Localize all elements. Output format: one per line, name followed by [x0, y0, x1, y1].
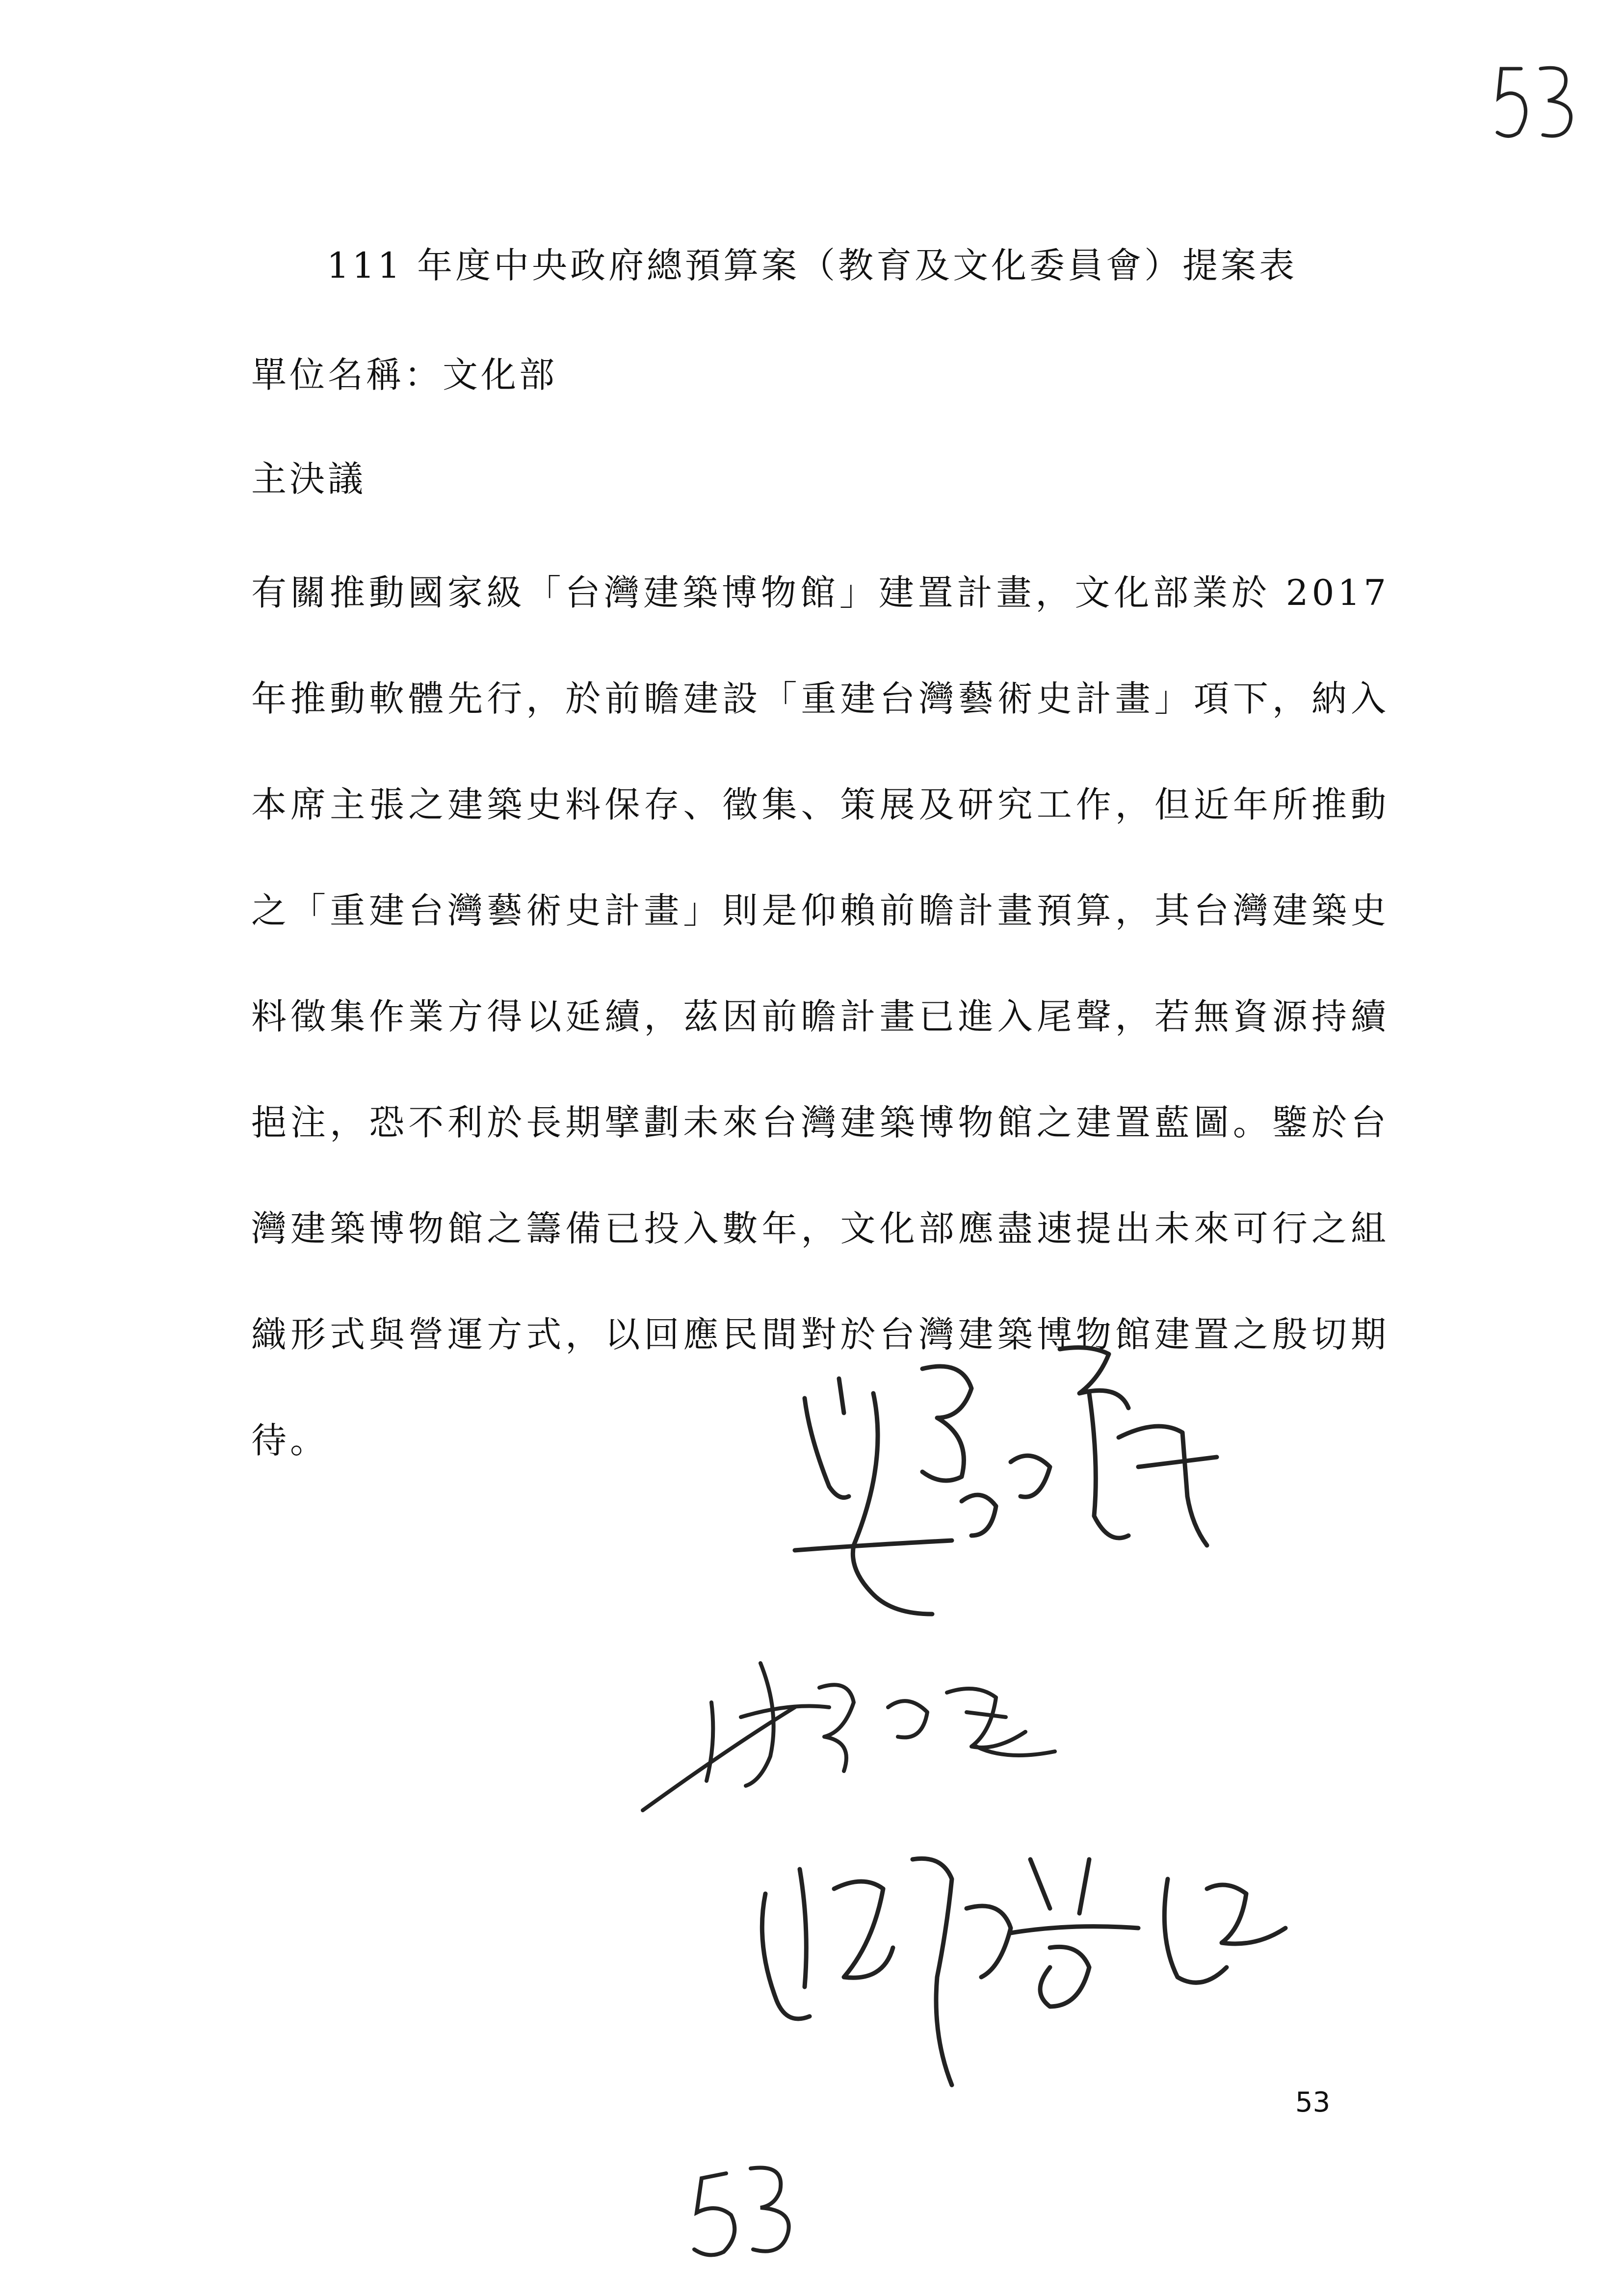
signature-3: [736, 1830, 1325, 2105]
page-title: 111 年度中央政府總預算案（教育及文化委員會）提案表: [326, 245, 1298, 286]
unit-name-line: 單位名稱：文化部: [251, 354, 558, 395]
resolution-heading: 主決議: [251, 458, 367, 499]
signature-2: [633, 1634, 1124, 1820]
resolution-body: 有關推動國家級「台灣建築博物館」建置計畫，文化部業於 2017 年推動軟體先行，於前瞻建設「重建台灣藝術史計畫」項下，納入本席主張之建築史料保存、徵集、策展及研究工作，但近年所推動之「重建台灣藝術史計畫」則是仰賴前瞻計畫預算，其台灣建築史料徵集作業方得以延續，茲因前瞻計畫已進入尾聲，若無資源持續挹注，恐不利於長期擘劃未來台灣建築博物館之建置藍圖。鑒於台灣建築博物館之籌備已投入數年，文化部應盡速提出未來可行之組織形式與營運方式，以回應民間對於台灣建築博物館建置之殷切期待。: [251, 572, 1389, 1461]
handwritten-page-mark-top: [1492, 49, 1590, 147]
page-number: 53: [1295, 2087, 1331, 2118]
handwritten-page-mark-bottom: [682, 2149, 810, 2267]
